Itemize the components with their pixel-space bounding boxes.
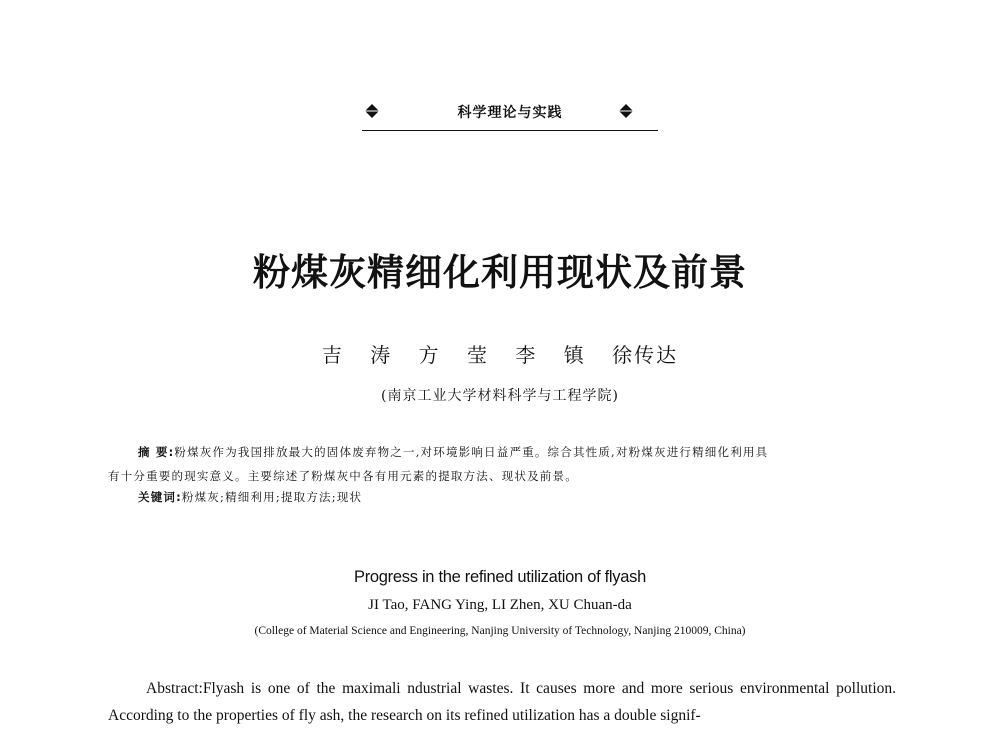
english-abstract-text: Flyash is one of the maximali ndustrial wastes. It causes more and more serious environmental pollution. According to the properties of fly ash, the research on its refined utilization has a double signif-: [108, 680, 896, 724]
chinese-abstract-line-1: [108, 440, 888, 464]
abstract-text-1: 粉煤灰作为我国排放最大的固体废弃物之一,对环境影响日益严重。综合其性质,对粉煤灰进行精细化利用具: [174, 445, 769, 459]
english-affiliation: (College of Material Science and Engineering, Nanjing University of Technology, Nanjing 210009, China): [254, 625, 746, 637]
english-title: Progress in the refined utilization of flyash: [354, 568, 646, 586]
english-authors: JI Tao, FANG Ying, LI Zhen, XU Chuan-da: [368, 597, 632, 613]
keywords-text: 粉煤灰;精细利用;提取方法;现状: [181, 490, 363, 504]
authors: 吉 涛 方 莹 李 镇 徐传达: [321, 343, 679, 367]
chinese-abstract: [108, 440, 888, 488]
section-title: 科学理论与实践: [457, 105, 563, 121]
english-abstract: [108, 675, 896, 729]
paper-title: 粉煤灰精细化利用现状及前景: [253, 250, 747, 294]
chinese-abstract-line-2: 有十分重要的现实意义。主要综述了粉煤灰中各有用元素的提取方法、现状及前景。: [108, 469, 578, 483]
english-abstract-label: Abstract:: [146, 680, 203, 697]
diamond-ornament-icon: [619, 104, 633, 118]
keywords-label: 关键词:: [138, 490, 182, 504]
section-header: [362, 98, 658, 131]
chinese-keywords: [138, 489, 362, 505]
affiliation: (南京工业大学材料科学与工程学院): [381, 388, 619, 404]
abstract-label: 摘 要:: [138, 445, 175, 459]
